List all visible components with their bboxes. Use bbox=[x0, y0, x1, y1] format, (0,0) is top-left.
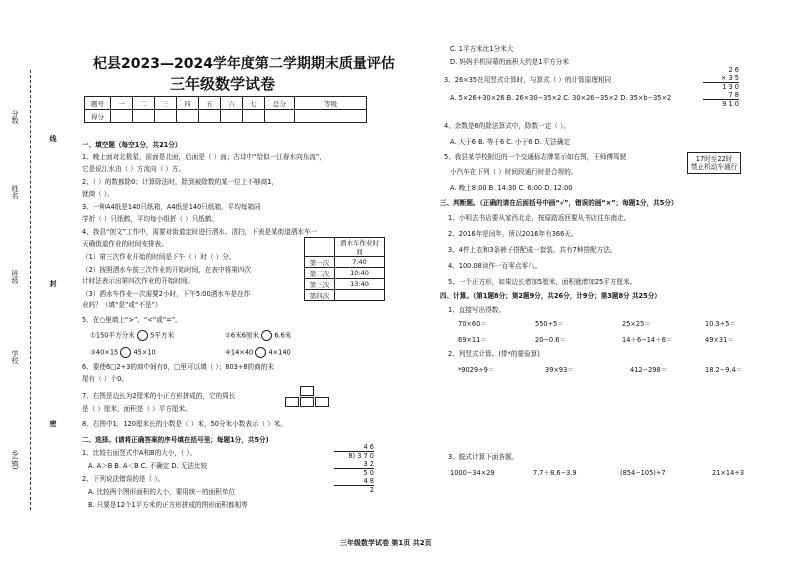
k2-3: 18.2−9.4＝ bbox=[705, 366, 743, 374]
q5-title: 5、在○里填上“>”、“<”或“=”。 bbox=[82, 316, 182, 324]
c5-b: 小汽车在下列（ ）时间段通行时是合规的。 bbox=[450, 168, 578, 176]
c2-d: D. 妈妈手机屏幕的面积大约是1平方分米 bbox=[450, 58, 569, 66]
c4: 4、余数是6的除法算式中，除数一定（ ）。 bbox=[444, 122, 570, 130]
seal-mark-3: 密 bbox=[49, 420, 57, 427]
k3: 3、脱式计算下面各题。 bbox=[448, 453, 519, 461]
q5-b bbox=[225, 330, 291, 341]
water-header: 洒水车作业时间 bbox=[335, 238, 385, 257]
q6-line2: 尾有（ ）个0。 bbox=[82, 375, 128, 383]
k1: 1、直接写出得数。 bbox=[448, 306, 505, 314]
division-step: 4 8 bbox=[363, 477, 374, 485]
section-fill: 一、填空题（每空1分，共21分） bbox=[82, 141, 182, 149]
score-cell: 总分 bbox=[265, 97, 295, 110]
q2-line1: 2、（ ）的数都除0；计算除法时，除到被除数的某一位上不够商1， bbox=[82, 178, 279, 186]
traffic-sign: 17时至22时 禁止机动车通行 bbox=[687, 152, 741, 174]
water-cell: 7:40 bbox=[335, 257, 385, 268]
squares-figure bbox=[285, 386, 331, 412]
q5-c-left: ③40×15 bbox=[90, 348, 119, 357]
score-cell bbox=[221, 110, 243, 123]
binding-line bbox=[30, 70, 31, 510]
score-cell bbox=[177, 110, 199, 123]
score-cell bbox=[243, 110, 265, 123]
seal-mark-2: 封 bbox=[49, 280, 57, 287]
k3-1: 7.7＋8.6−3.9 bbox=[533, 469, 577, 477]
q7-line2: 是（ ）厘米，面积是（ ）平方厘米。 bbox=[82, 405, 192, 413]
calc-line: × 3 5 bbox=[720, 74, 739, 82]
square-cell bbox=[285, 397, 299, 407]
q8: 8、右图中1，120厘米长的小数是（ ）米，50分米小数表示（ ）米。 bbox=[82, 420, 287, 428]
q5-c-right: 45×10 bbox=[133, 348, 156, 357]
water-cell: 第四次 bbox=[305, 290, 335, 301]
score-cell: 四 bbox=[177, 97, 199, 110]
score-cell: 二 bbox=[133, 97, 155, 110]
vertical-calc bbox=[703, 66, 739, 108]
j5: 5、一个正方形，如果边长增加5厘米，面积就增加25平方厘米。 bbox=[448, 278, 637, 286]
score-label: 分数 bbox=[11, 110, 19, 124]
score-cell bbox=[155, 110, 177, 123]
town-label: 乡(镇) bbox=[11, 450, 19, 470]
k1-r1-0: 70×60＝ bbox=[458, 320, 487, 328]
k2: 2、列竖式计算。(带*的要验算) bbox=[448, 350, 540, 358]
square-cell bbox=[300, 397, 314, 407]
score-cell bbox=[199, 110, 221, 123]
division-remainder: 2 bbox=[334, 485, 374, 494]
water-cell: 13:40 bbox=[335, 279, 385, 290]
compare-circle[interactable] bbox=[137, 330, 148, 341]
q3-line1: 3、一种A4纸是140只纸箱，A4纸是140只纸箱，平均每箱同 bbox=[82, 203, 261, 211]
k1-r1-1: 550÷5＝ bbox=[535, 320, 564, 328]
c2-a: A. 比较两个图形面积的大小，要用统一的面积单位 bbox=[88, 488, 236, 496]
c5: 5、我县某学校附近的一个交通标志牌显示如右图，王师傅驾驶 bbox=[444, 153, 627, 161]
compare-circle[interactable] bbox=[120, 347, 131, 358]
q6-line1: 6、要使6□2÷3的商中间有0，□里可以填（ ）；803÷8的商的末 bbox=[82, 363, 274, 371]
exam-title: 杞县2023—2024学年度第二学期期末质量评估 bbox=[93, 56, 395, 72]
c1-options: A. A＞B B. A＜B C. 不确定 D. 无法比较 bbox=[88, 462, 208, 470]
q4-part3a: （3）洒水车作业一次需要2小时，下午5:00洒水车是在作 bbox=[82, 290, 251, 298]
q4-part3b: 业吗？（填“是”或“不是”） bbox=[82, 301, 162, 309]
j4: 4、100.08读作一百零点零八。 bbox=[448, 262, 542, 270]
q5-d bbox=[225, 347, 291, 358]
q5-b-left: ②6米6厘米 bbox=[225, 331, 260, 340]
q2-line2: 就商（ ）。 bbox=[82, 190, 114, 198]
q5-d-right: 4×140 bbox=[268, 348, 291, 357]
score-cell: 五 bbox=[199, 97, 221, 110]
score-cell: 六 bbox=[221, 97, 243, 110]
q5-c bbox=[90, 347, 156, 358]
q5-b-right: 6.6米 bbox=[274, 331, 292, 340]
water-cell: 第二次 bbox=[305, 268, 335, 279]
q5-a bbox=[90, 330, 174, 341]
j1: 1、小明去书店要从家西北走，按原路返回要从书店往东南走。 bbox=[448, 214, 631, 222]
seal-line-mark: 线 bbox=[49, 135, 57, 142]
score-cell: 一 bbox=[111, 97, 133, 110]
q7-line1: 7、右图是边长为2厘米的小正方形拼成的，它的周长 bbox=[82, 392, 236, 400]
score-cell: 三 bbox=[155, 97, 177, 110]
compare-circle[interactable] bbox=[261, 330, 272, 341]
q4-part2a: （2）按照洒水车前三次作业的开始时间，在表中将第四次 bbox=[82, 266, 252, 274]
name-label: 姓名 bbox=[11, 185, 19, 199]
score-cell bbox=[133, 110, 155, 123]
division-dividend: 8) 3 7 0 bbox=[334, 451, 374, 460]
q4-part2b: 计时法表示出第四次作业的开始时间。 bbox=[82, 277, 195, 285]
k1-r2-3: 49×31＝ bbox=[705, 336, 734, 344]
score-table bbox=[84, 96, 367, 123]
k1-r1-3: 10.3÷5＝ bbox=[705, 320, 736, 328]
c5-options: A. 晚上8:00 B. 14:30 C. 6:00 D. 12:00 bbox=[450, 184, 573, 192]
calc-line: 2 6 bbox=[728, 66, 739, 74]
q4-part1: （1）第三次作业开始的时间是下午（ ）时（ ）分。 bbox=[82, 253, 236, 261]
c1: 1、比较右面竖式中A和B的大小，（ ）。 bbox=[82, 449, 197, 457]
water-cell: 10:40 bbox=[335, 268, 385, 279]
score-cell: 题号 bbox=[85, 97, 111, 110]
q3-line2: 学折（ ）只纸鹤，平均每小组折（ ）只纸鹤。 bbox=[82, 215, 219, 223]
q4-line1: 4、我县“创文”工作中，需要对街道定时进行洒水、清扫，下表是某街道洒水车一 bbox=[82, 228, 318, 236]
q4-line2: 天确街道作业的时间安排表。 bbox=[82, 240, 168, 248]
c2-c: C. 1平方米比1分米大 bbox=[450, 45, 514, 53]
q5-d-left: ④14×40 bbox=[225, 348, 254, 357]
class-label: 班级 bbox=[11, 270, 19, 284]
calc-line: 1 3 0 bbox=[703, 82, 739, 91]
page-footer: 三年级数学试卷 第1页 共2页 bbox=[340, 539, 432, 547]
k1-r1-2: 25×25＝ bbox=[622, 320, 651, 328]
k3-3: 21×14÷3 bbox=[712, 469, 745, 477]
q1-line1: 1、晚上面对北极星，前面是北面，后面是（ ）面；古诗中“恰似一江春水向东流”， bbox=[82, 153, 326, 161]
score-cell bbox=[111, 110, 133, 123]
c3: 3、26×35在用竖式计算时，与算式（ ）的计算原理相同 bbox=[444, 76, 612, 84]
exam-subtitle: 三年级数学试卷 bbox=[170, 75, 276, 93]
k2-2: 412−298＝ bbox=[630, 366, 668, 374]
square-cell bbox=[315, 397, 329, 407]
q5-a-left: ①150平方分米 bbox=[90, 331, 135, 340]
division-figure bbox=[334, 443, 374, 494]
calc-line: 9 1 0 bbox=[703, 99, 739, 108]
score-cell: 得分 bbox=[85, 110, 111, 123]
calc-line: 7 8 bbox=[728, 91, 739, 99]
q1-line2: 它是说江水由（ ）方流向（ ）方。 bbox=[82, 165, 186, 173]
j2: 2、2016年是闰年，所以2016年有366天。 bbox=[448, 230, 578, 238]
c2-b: B. 只要是12个1平方米的正方形拼成的图形面积都相等 bbox=[88, 501, 248, 509]
section-judge: 三、判断题。（正确的请在后面括号中画“√”，错误的画“×”；每题1分，共5分） bbox=[440, 199, 678, 207]
division-step: 5 0 bbox=[334, 468, 374, 477]
k2-1: 39×93＝ bbox=[545, 366, 574, 374]
c2: 2、下列说法错误的是（ ）。 bbox=[82, 475, 165, 483]
water-cell bbox=[335, 290, 385, 301]
k1-r2-0: 69×11＝ bbox=[458, 336, 487, 344]
school-label: 学校 bbox=[11, 350, 19, 364]
k1-r2-2: 14＋6−14＋6＝ bbox=[622, 336, 673, 344]
score-cell: 七 bbox=[243, 97, 265, 110]
k2-0: *9029÷9＝ bbox=[458, 366, 495, 374]
section-calc: 四、计算。（第1题8分；第2题9分，共26分，计9分；第3题8分 共25分） bbox=[440, 292, 661, 300]
water-truck-table bbox=[304, 237, 385, 301]
q5-a-right: 5平方米 bbox=[150, 331, 175, 340]
water-cell bbox=[305, 238, 335, 257]
compare-circle[interactable] bbox=[255, 347, 266, 358]
section-choice: 二、选择。(请将正确答案的序号填在括号里；每题1分，共5分) bbox=[82, 436, 269, 444]
k1-r2-1: 20−0.6＝ bbox=[535, 336, 566, 344]
k3-2: (854−105)÷7 bbox=[620, 469, 666, 477]
score-cell bbox=[295, 110, 367, 123]
division-quotient: 4 6 bbox=[363, 443, 374, 451]
score-cell: 等级 bbox=[295, 97, 367, 110]
c4-options: A. 大于6 B. 等于6 C. 小于6 D. 无法确定 bbox=[450, 138, 571, 146]
c3-options: A. 5×26+30×26 B. 26×30−35×2 C. 30×26−35×2 D. 35×b−35×2 bbox=[450, 94, 672, 102]
square-cell bbox=[300, 386, 314, 396]
j3: 3、4件上衣和3条裤子搭配成一套装，共有7种搭配方法。 bbox=[448, 246, 617, 254]
water-cell: 第三次 bbox=[305, 279, 335, 290]
division-step: 3 2 bbox=[363, 460, 374, 468]
k3-0: 1000−34×29 bbox=[450, 469, 495, 477]
score-cell bbox=[265, 110, 295, 123]
water-cell: 第一次 bbox=[305, 257, 335, 268]
